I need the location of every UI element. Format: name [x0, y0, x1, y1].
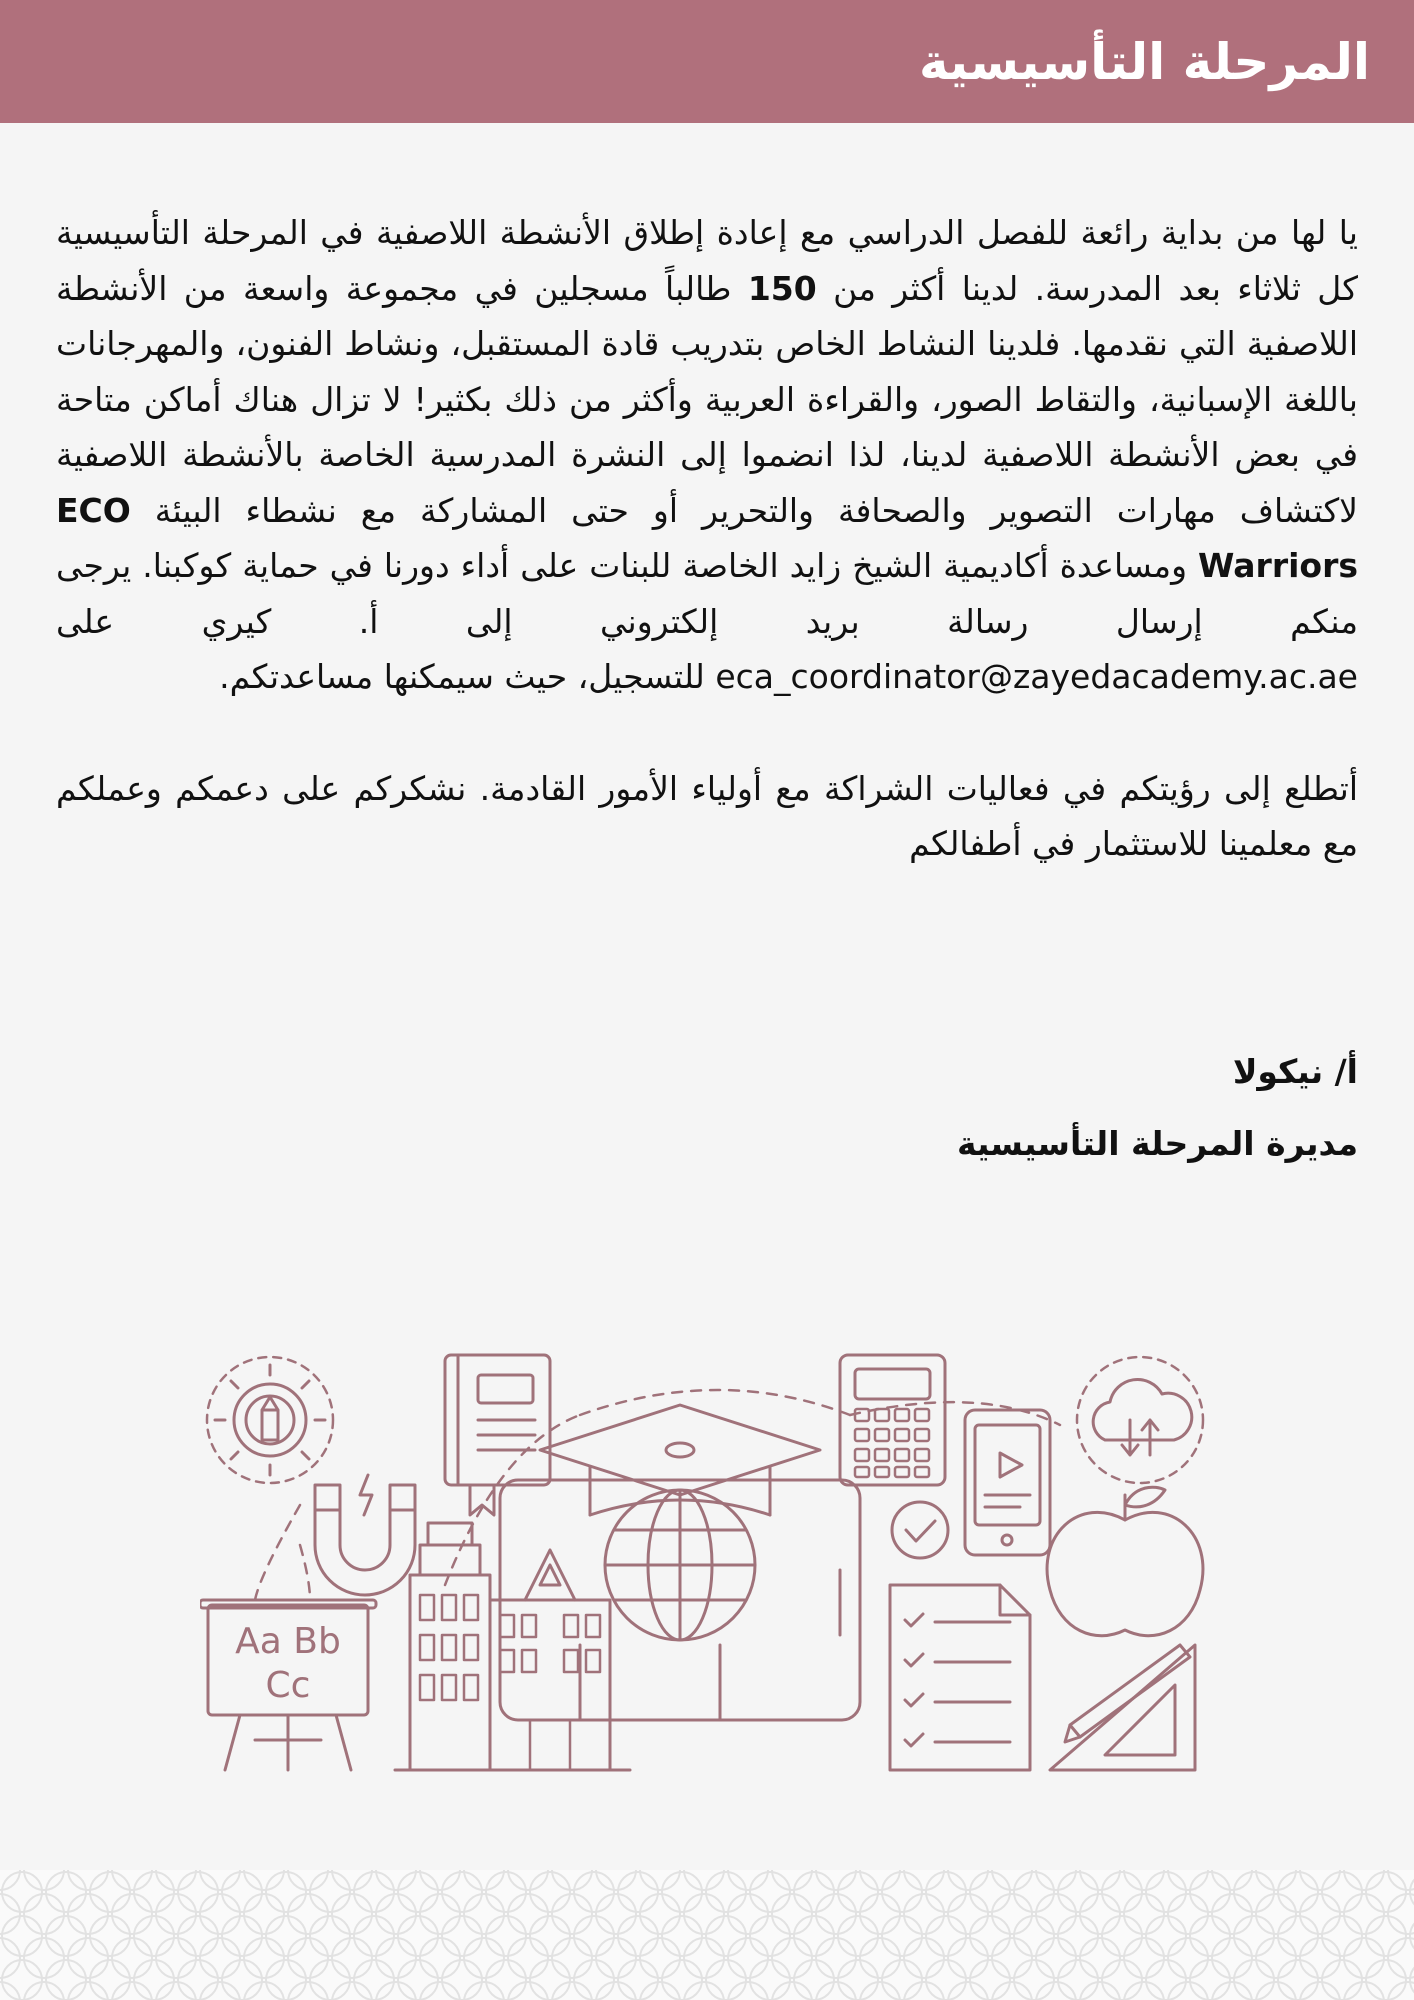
education-illustration: [200, 1345, 1230, 1785]
page-title: المرحلة التأسيسية: [918, 33, 1370, 91]
magnet-icon: [315, 1475, 415, 1595]
checklist-icon: [890, 1585, 1030, 1770]
page-header: [0, 0, 1414, 123]
paragraph-text: ومساعدة أكاديمية الشيخ زايد الخاصة للبنات على أداء دورنا في حماية كوكبنا. يرجى منكم إرسال رسالة بريد إلكتروني إلى أ. كيري على: [56, 546, 1358, 641]
paragraph-text: يا لها من بداية رائعة للفصل الدراسي مع إعادة إطلاق الأنشطة اللاصفية في المرحلة التأسيسية كل ثلاثاء بعد المدرسة. لدينا أكثر من: [56, 213, 1358, 308]
eco-warriors-label: ECO Warriors: [56, 490, 1358, 585]
newsletter-body: [56, 205, 1358, 872]
paragraph-text: طالباً مسجلين في مجموعة واسعة من الأنشطة اللاصفية التي نقدمها. فلدينا النشاط الخاص بتدريب قادة المستقبل، ونشاط الفنون، والمهرجانات باللغة الإسبانية، والتقاط الصور، والقراءة العربية وأكثر من ذلك بكثير! لا تزال هناك أماكن متاحة في بعض الأنشطة اللاصفية لدينا، لذا انضموا إلى النشرة المدرسية الخاصة بالأنشطة اللاصفية لاكتشاف مهارات التصوير والصحافة والتحرير أو حتى المشاركة مع نشطاء البيئة: [56, 268, 1358, 530]
phone-video-icon: [965, 1410, 1050, 1555]
buildings-icon: [395, 1523, 630, 1770]
signature-role: مديرة المرحلة التأسيسية: [956, 1124, 1358, 1163]
student-count: 150: [747, 268, 817, 308]
apple-icon: [1047, 1487, 1203, 1635]
board-line-2: Cc: [265, 1665, 311, 1706]
board-line-1: Aa Bb: [235, 1621, 341, 1662]
email-link[interactable]: eca_coordinator@zayedacademy.ac.ae: [715, 657, 1358, 696]
ruler-pencil-icon: [1050, 1645, 1195, 1770]
paragraph-thanks: أتطلع إلى رؤيتكم في فعاليات الشراكة مع أولياء الأمور القادمة. نشكركم على دعمكم وعملكم مع معلمينا للاستثمار في أطفالكم: [56, 768, 1358, 863]
paragraph-text: للتسجيل، حيث سيمكنها مساعدتكم.: [219, 657, 716, 696]
graduation-cap-globe-icon: [500, 1405, 860, 1720]
check-circle-icon: [892, 1502, 948, 1558]
paragraph-activities: [56, 205, 1358, 705]
gear-pencil-icon: [207, 1357, 333, 1483]
book-icon: [445, 1355, 550, 1515]
whiteboard-icon: [200, 1600, 376, 1770]
cloud-transfer-icon: [1077, 1357, 1203, 1483]
signature-block: [957, 1036, 1358, 1180]
footer-pattern: [0, 1870, 1414, 2000]
signature-name: أ/ نيكولا: [1232, 1052, 1358, 1091]
calculator-icon: [840, 1355, 945, 1485]
